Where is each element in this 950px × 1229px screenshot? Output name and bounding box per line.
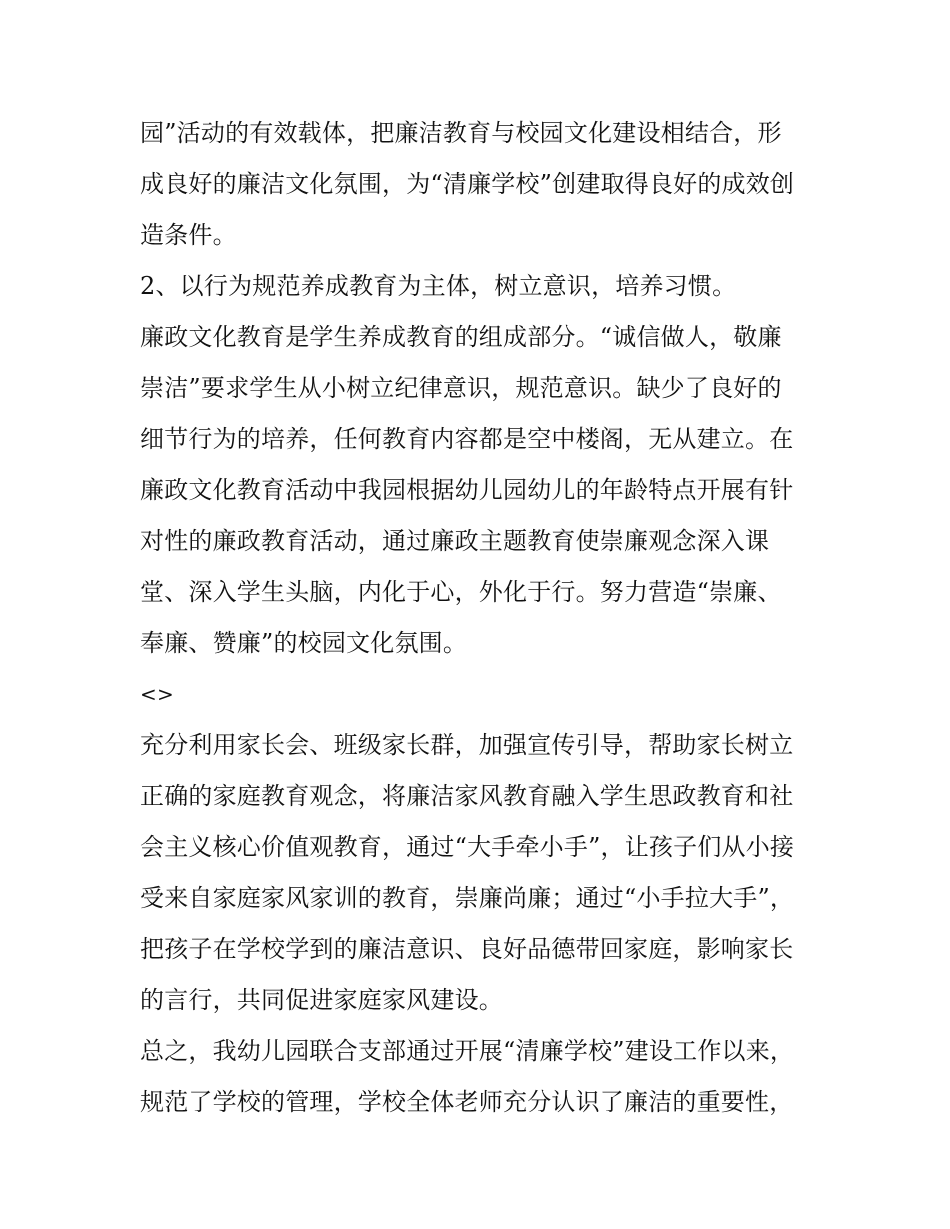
text-line: 廉政文化教育是学生养成教育的组成部分。“诚信做人，敬廉 — [140, 323, 782, 351]
text-line: 造条件。 — [140, 221, 237, 249]
text-line: 堂、深入学生头脑，内化于心，外化于行。努力营造“崇廉、 — [140, 578, 782, 606]
document-body — [140, 108, 820, 1128]
text-line: 崇洁”要求学生从小树立纪律意识，规范意识。缺少了良好的 — [140, 374, 782, 402]
text-line: 规范了学校的管理，学校全体老师充分认识了廉洁的重要性， — [140, 1088, 794, 1116]
text-line: 正确的家庭教育观念，将廉洁家风教育融入学生思政教育和社 — [140, 782, 794, 810]
text-line: 对性的廉政教育活动，通过廉政主题教育使崇廉观念深入课 — [140, 527, 770, 555]
text-line: 总之，我幼儿园联合支部通过开展“清廉学校”建设工作以来， — [140, 1037, 795, 1065]
text-line: 会主义核心价值观教育，通过“大手牵小手”，让孩子们从小接 — [140, 833, 795, 861]
text-line: 细节行为的培养，任何教育内容都是空中楼阁，无从建立。在 — [140, 425, 794, 453]
text-line: 的言行，共同促进家庭家风建设。 — [140, 986, 503, 1014]
text-line: 园”活动的有效载体，把廉洁教育与校园文化建设相结合，形 — [140, 119, 782, 147]
text-line: 奉廉、赞廉”的校园文化氛围。 — [140, 629, 468, 657]
text-line: 受来自家庭家风家训的教育，崇廉尚廉；通过“小手拉大手”， — [140, 884, 795, 912]
text-line: 廉政文化教育活动中我园根据幼儿园幼儿的年龄特点开展有针 — [140, 476, 794, 504]
placeholder-marker: <> — [140, 682, 174, 706]
text-line: 成良好的廉洁文化氛围，为“清廉学校”创建取得良好的成效创 — [140, 170, 795, 198]
section-heading: 2、以行为规范养成教育为主体，树立意识，培养习惯。 — [140, 272, 737, 300]
text-line: 充分利用家长会、班级家长群，加强宣传引导，帮助家长树立 — [140, 731, 794, 759]
text-line: 把孩子在学校学到的廉洁意识、良好品德带回家庭，影响家长 — [140, 935, 794, 963]
